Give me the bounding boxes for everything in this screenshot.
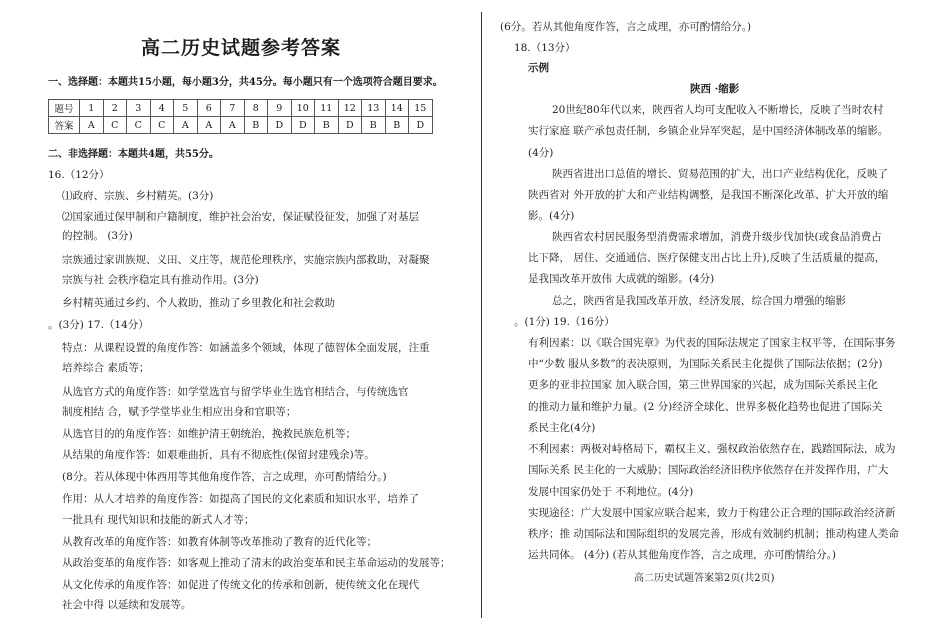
section-2-heading: 二、非选择题：本题共4题，共55分。 (48, 149, 219, 160)
text-line: 从选官目的的角度作答：如维护清王朝统治，挽救民族危机等； (62, 428, 356, 440)
text-line: 不利因素：两极对峙格局下，霸权主义、强权政治依然存在，践踏国际法，成为 (528, 443, 896, 455)
text-line: 比下降， 居住、交通通信、医疗保健支出占比上升),反映了生活质量的提高， (528, 252, 886, 264)
table-cell: C (103, 117, 127, 134)
table-cell: D (291, 117, 315, 134)
text-line: 的推动力量和维护力量。(2 分)经济全球化、世界多极化趋势也促进了国际关 (528, 401, 883, 413)
table-cell: 6 (197, 100, 221, 117)
table-cell: 答案 (49, 117, 80, 134)
table-row (49, 100, 433, 117)
table-cell: 9 (268, 100, 292, 117)
answer-key-table (48, 99, 433, 134)
table-cell: 1 (80, 100, 104, 117)
table-cell: 8 (244, 100, 268, 117)
table-cell: A (80, 117, 104, 134)
text-line: 从文化传承的角度作答：如促进了传统文化的传承和创新，使传统文化在现代 (62, 579, 419, 591)
table-cell: 5 (174, 100, 198, 117)
text-line: 的控制。 (3分) (62, 230, 133, 242)
table-cell: B (362, 117, 386, 134)
text-line: 作用：从人才培养的角度作答：如提高了国民的文化素质和知识水平，培养了 (62, 493, 419, 505)
table-cell: 题号 (49, 100, 80, 117)
text-line: 陕西省进出口总值的增长、贸易范围的扩大，出口产业结构优化，反映了 (552, 168, 888, 180)
section-1-heading: 一、选择题：本题共15小题，每小题3分，共45分。每小题只有一个选项符合题目要求。 (48, 77, 443, 88)
text-line: 国际关系 民主化的一大威胁；国际政治经济旧秩序依然存在并发挥作用，广大 (528, 464, 889, 476)
text-line: 18.（13分） (514, 42, 576, 54)
text-line: 陕西省对 外开放的扩大和产业结构调整，是我国不断深化改革、扩大开放的缩 (528, 189, 889, 201)
text-line: 中“少数 服从多数”的表决原则，为国际关系民主化提供了国际法依据；(2分) (528, 358, 883, 370)
text-line: 20世纪80年代以来，陕西省人均可支配收入不断增长，反映了当时农村 (552, 104, 884, 116)
text-line: 宗族通过家训族规、义田、义庄等，规范伦理秩序，实施宗族内部救助，对凝聚 (62, 254, 430, 266)
text-line: 特点：从课程设置的角度作答：如涵盖多个领域，体现了德智体全面发展，注重 (62, 342, 430, 354)
text-line: 系民主化(4分) (528, 422, 596, 434)
table-row (49, 117, 433, 134)
text-line: 陕西省农村居民服务型消费需求增加，消费升级步伐加快(或食品消费占 (552, 231, 882, 243)
text-line: 宗族与社 会秩序稳定具有推动作用。(3分) (62, 274, 259, 286)
text-line: (4分) (528, 147, 554, 159)
page-footer: 高二历史试题答案第2页(共2页) (634, 573, 775, 584)
text-line: 一批具有 现代知识和技能的新式人才等； (62, 514, 255, 526)
text-line: 总之，陕西省是我国改革开放，经济发展，综合国力增强的缩影 (552, 295, 846, 307)
table-cell: 13 (362, 100, 386, 117)
text-line: 更多的亚非拉国家 加入联合国，第三世界国家的兴起，成为国际关系民主化 (528, 379, 878, 391)
text-line: 从结果的角度作答：如艰难曲折，具有不彻底性(保留封建残余)等。 (62, 449, 375, 461)
text-line: 实现途径：广大发展中国家应联合起来，致力于构建公正合理的国际政治经济新 (528, 507, 896, 519)
text-line: 制度相结 合，赋予学堂毕业生相应出身和官职等； (62, 406, 297, 418)
page-title: 高二历史试题参考答案 (141, 37, 342, 59)
table-cell: 10 (291, 100, 315, 117)
text-line: 运共同体。 (4分) (若从其他角度作答，言之成理，亦可酌情给分。) (528, 549, 836, 561)
essay-title: 陕西 ·缩影 (690, 83, 740, 95)
text-line: ⑵国家通过保甲制和户籍制度，维护社会治安，保证赋役征发，加强了对基层 (62, 211, 419, 223)
text-line: 从选官方式的角度作答：如学堂选官与留学毕业生选官相结合，与传统选官 (62, 386, 409, 398)
table-cell: 3 (127, 100, 151, 117)
table-cell: C (150, 117, 174, 134)
text-line: ⑴政府、宗族、乡村精英。(3分) (62, 190, 214, 202)
table-cell: B (315, 117, 339, 134)
text-line: 16.（12分） (48, 169, 110, 181)
text-line: 发展中国家仍处于 不利地位。(4分) (528, 486, 694, 498)
text-line: (6分。若从其他角度作答，言之成理，亦可酌情给分。) (500, 21, 752, 33)
text-line: 从教育改革的角度作答：如教育体制等改革推动了教育的近代化等； (62, 536, 377, 548)
text-line: 从政治变革的角度作答：如客观上推动了清末的政治变革和民主革命运动的发展等； (62, 557, 451, 569)
table-cell: A (197, 117, 221, 134)
table-cell: 7 (221, 100, 245, 117)
table-cell: A (174, 117, 198, 134)
table-cell: D (338, 117, 362, 134)
table-cell: 15 (409, 100, 433, 117)
text-line: 是我国改革开放伟 大成就的缩影。(4分) (528, 273, 715, 285)
table-cell: 11 (315, 100, 339, 117)
text-line: 乡村精英通过乡约、个人救助，推动了乡里教化和社会救助 (62, 297, 335, 309)
text-line: 实行家庭 联产承包责任制，乡镇企业异军突起，是中国经济体制改革的缩影。 (528, 125, 889, 137)
table-cell: D (409, 117, 433, 134)
table-cell: 4 (150, 100, 174, 117)
text-line: (8分。若从体现中体西用等其他角度作答，言之成理，亦可酌情给分。) (62, 471, 387, 483)
table-cell: D (268, 117, 292, 134)
table-cell: 14 (385, 100, 409, 117)
text-line: 秩序；推 动国际法和国际组织的发展完善，形成有效制约机制；推动构建人类命 (528, 528, 899, 540)
text-line: 。(1分) 19.（16分） (514, 316, 615, 328)
text-line: 有利因素：以《联合国宪章》为代表的国际法规定了国家主权平等，在国际事务 (528, 337, 896, 349)
table-cell: 2 (103, 100, 127, 117)
text-line: 社会中得 以延续和发展等。 (62, 599, 192, 611)
table-cell: A (221, 117, 245, 134)
text-line: 。(3分) 17.（14分） (48, 319, 149, 331)
table-cell: B (244, 117, 268, 134)
text-line: 影。(4分) (528, 210, 575, 222)
table-cell: B (385, 117, 409, 134)
table-cell: 12 (338, 100, 362, 117)
text-line: 示例 (528, 62, 549, 74)
right-column (482, 0, 950, 628)
text-line: 培养综合 素质等； (62, 362, 150, 374)
table-cell: C (127, 117, 151, 134)
